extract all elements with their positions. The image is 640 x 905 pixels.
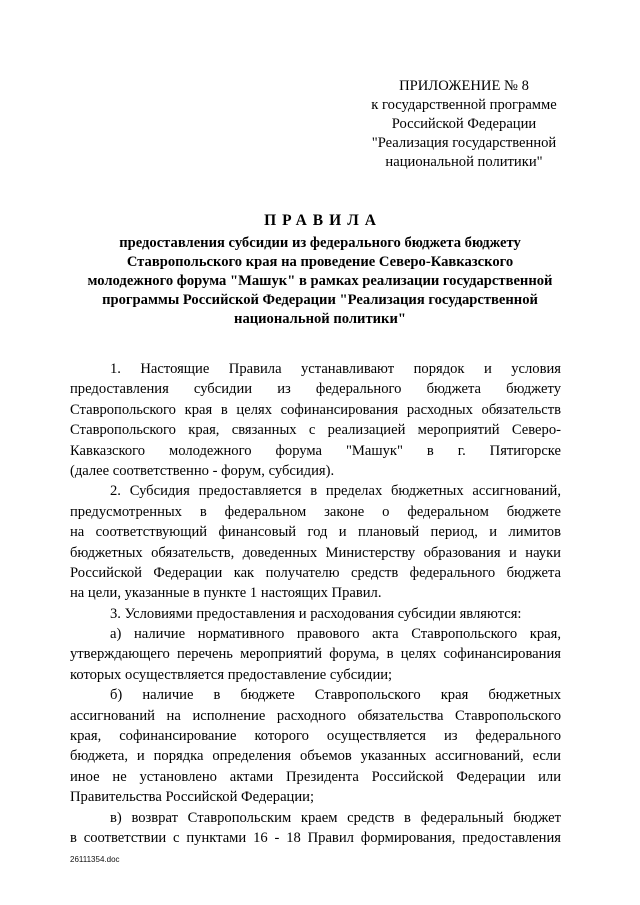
body-line: Правительства Российской Федерации; xyxy=(70,789,315,806)
body-line: (далее соответственно - форум, субсидия). xyxy=(70,462,335,479)
appendix-line: Российской Федерации xyxy=(391,116,537,132)
body-line: утверждающего перечень мероприятий форума, в целях софинансирования xyxy=(70,646,561,663)
subtitle-line: национальной политики" xyxy=(234,311,406,327)
body-line: 1. Настоящие Правила устанавливают порядок и условия xyxy=(110,361,561,377)
subtitle-line: молодежного форума "Машук" в рамках реализации государственной xyxy=(87,273,553,289)
appendix-line: "Реализация государственной xyxy=(371,135,557,151)
body-line: края, софинансирование которого осуществляется из федерального xyxy=(70,728,561,745)
subtitle-line: программы Российской Федерации "Реализация государственной xyxy=(102,292,538,308)
body-line: в) возврат Ставропольским краем средств в федеральный бюджет xyxy=(110,809,561,826)
body-line: Ставропольского края в целях софинансирования расходных обязательств xyxy=(70,401,561,418)
body-line: бюджета, и порядка определения объемов указанных ассигнований, если xyxy=(70,748,561,765)
body-line: которых осуществляется предоставление субсидии; xyxy=(70,666,393,683)
body-line: в соответствии с пунктами 16 - 18 Правил формирования, предоставления xyxy=(70,829,561,846)
document-title: ПРАВИЛА xyxy=(264,212,382,229)
appendix-line: национальной политики" xyxy=(385,154,543,170)
document-footer-filename: 26111354.doc xyxy=(70,855,120,864)
document-subtitle xyxy=(60,234,580,329)
body-line: на соответствующий финансовый год и плановый период, и лимитов xyxy=(70,524,561,541)
body-line: предусмотренных в федеральном законе о федеральном бюджете xyxy=(70,503,561,520)
body-line: ассигнований на исполнение расходного обязательства Ставропольского xyxy=(70,707,561,724)
body-line: предоставления субсидии из федерального бюджета бюджету xyxy=(70,381,561,398)
appendix-line: к государственной программе xyxy=(371,97,557,113)
subtitle-line: Ставропольского края на проведение Северо-Кавказского xyxy=(126,254,514,270)
subtitle-line: предоставления субсидии из федерального бюджета бюджету xyxy=(119,235,521,251)
body-line: б) наличие в бюджете Ставропольского края бюджетных xyxy=(110,687,561,704)
body-line: 3. Условиями предоставления и расходования субсидии являются: xyxy=(110,605,522,622)
body-line: а) наличие нормативного правового акта Ставропольского края, xyxy=(110,626,561,643)
document-body xyxy=(70,359,561,848)
body-line: 2. Субсидия предоставляется в пределах бюджетных ассигнований, xyxy=(110,483,561,500)
appendix-header xyxy=(336,77,592,172)
body-line: Кавказского молодежного форума "Машук" в г. Пятигорске xyxy=(70,442,561,459)
body-line: иное не установлено актами Президента Российской Федерации или xyxy=(70,768,561,785)
body-line: на цели, указанные в пункте 1 настоящих Правил. xyxy=(70,585,382,602)
body-line: Ставропольского края, связанных с реализацией мероприятий Северо- xyxy=(70,422,561,439)
body-line: Российской Федерации как получателю средств федерального бюджета xyxy=(70,564,561,581)
body-line: бюджетных обязательств, доведенных Министерству образования и науки xyxy=(70,544,561,561)
appendix-line: ПРИЛОЖЕНИЕ № 8 xyxy=(399,78,529,94)
